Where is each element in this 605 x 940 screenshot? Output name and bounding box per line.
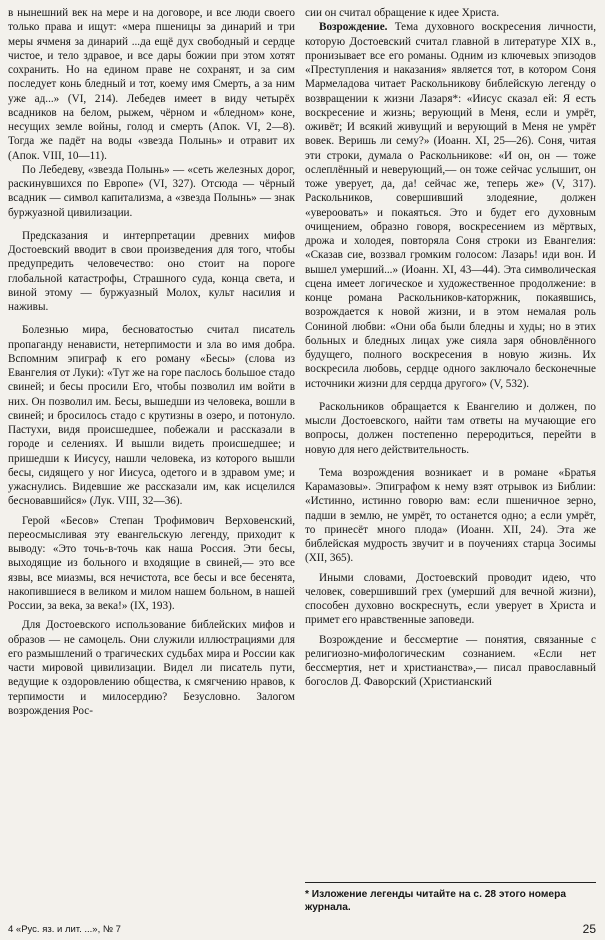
paragraph: Для Достоевского использование библейских мифов и образов — не самоцель. Они служили иллюстрациями для его размышлений о трагических судьбах мира и России как части мировой цивилизации. Видел ли писатель пути, ведущие к оздоровлению общества, к смягчению нравов, к терпимости и милосердию? Безусловно. Залогом возрождения Рос- — [8, 619, 295, 717]
page-number: 25 — [582, 922, 596, 936]
paragraph: Болезнью мира, бесноватостью считал писатель пропаганду ненависти, нетерпимости и зла во имя добра. Вспомним эпиграф к его роману «Бесы» (слова из Евангелия от Луки): «Тут же на горе паслось большое стадо свиней; и бесы просили Его, чтобы позволил им войти в них. Он позволил им. Бесы, вышедши из человека, вошли в свиней; и бросилось стадо с крутизны в озеро, и потонуло. Пастухи, видя происшедшее, побежали и рассказали в городе и селениях. И вышли видеть происшедшее; и пришедши к Иисусу, нашли человека, из которого вышли бесы, сидящего у ног Иисуса, одетого и в здравом уме; и ужаснулись. Видевшие же рассказали им, как исцелился бесновавшийся» (Лук. VIII, 32—36). — [8, 324, 295, 508]
paragraph: Тема возрождения возникает и в романе «Братья Карамазовы». Эпиграфом к нему взят отрывок из Библии: «Истинно, истинно говорю вам: если пшеничное зерно, падши в землю, не умрёт, то останется одно; а если умрёт, то принесёт много плода» (Иоанн. XII, 24). Эта же библейская мудрость звучит и в поучениях старца Зосимы (XII, 365). — [305, 466, 596, 565]
print-signature: 4 «Рус. яз. и лит. ...», № 7 — [8, 924, 121, 935]
paragraph: Предсказания и интерпретации древних мифов Достоевский вводит в свои произведения для того, чтобы предупредить человечество: оно стоит на пороге глобальной катастрофы, Страшного суда, конца света, и виной этому — буржуазный Молох, культ насилия и наживы. — [8, 229, 295, 313]
paragraph-text: Тема духовного воскресения личности, которую Достоевский считал главной в литературе XIX в., пронизывает все его романы. Одним из ключевых эпизодов «Преступления и наказания» является тот, в котором Соня Мармеладова читает Раскольникову библейскую легенду о возвращении к жизни Лазаря*: «Иисус сказал ей: Я есть воскресение и жизнь; верующий в Меня, если и умрёт, оживёт; И всякий живущий и верующий в Меня не умрёт вовек. Веришь ли сему?» (Иоанн. XI, 25—26). Соня, читая эти строки, думала о Раскольникове: «И он, он — тоже ослеплённый и неверующий,— он тоже сейчас услышит, он тоже уверует, да, да! сейчас же, теперь же» (V, 317). Раскольников, совершивший злодеяние, должен «увероовать» и покаяться. Это и будет его духовным очищением, образно говоря, воскресением из мёртвых, дрожа и холодея, повторяла Соня строки из Евангелия: «Сказав сие, воззвал громким голосом: Лазарь! иди вон. И вышел умерший...» (Иоанн. XI, 43—44). Эта символическая сцена имеет логическое и художественное продолжение: в конце романа Раскольников-каторжник, покаявшись, возрождается к новой жизни, и в этом немалая роль Сониной любви: «Они оба были бледны и худы; но в этих больных и бледных лицах уже сияла заря обновлённого будущего, полного воскресения в новую жизнь. Их воскресила любовь, сердце одного заключало бесконечные источники жизни для сердца другого» (V, 532). — [305, 21, 596, 390]
section-heading: Возрождение. — [319, 21, 388, 34]
paragraph: в нынешний век на мере и на договоре, и все люди своего только права и ищут: «мера пшеницы за динарий и три меры ячменя за динарий ...да ещё дух свободный и сердце чистое, и тело здравое, и все дары божии при этом хотят сохранить. Но на едином праве не сохранят, и за сим последует конь бледный и тот, коему имя Смерть, а за ним уже ад...» (VI, 214). Лебедев имеет в виду четырёх всадников на белом, рыжем, чёрном и «бледном» коне, несущих земле войны, голод и смерть (Апок. VI, 2—8). Тогда же падёт на воды «звезда Полынь» и отравит их (Апок. VIII, 10—11). — [8, 7, 295, 162]
footnote: * Изложение легенды читайте на с. 28 этого номера журнала. — [305, 882, 596, 914]
left-column — [8, 6, 295, 718]
paragraph: Раскольников обращается к Евангелию и должен, по мысли Достоевского, найти там ответы на мучающие его вопросы, должен постепенно переродиться, перейти в новую для него действительность. — [305, 400, 596, 456]
paragraph: Герой «Бесов» Степан Трофимович Верховенский, переосмысливая эту евангельскую легенду, приходит к выводу: «Это точь-в-точь как наша Россия. Эти бесы, выходящие из больного и входящие в свиней,— это все язвы, все миазмы, вся нечистота, все бесы и все бесенята, накопившиеся в великом и милом нашем больном, в нашей России, за века, за века!» (IX, 193). — [8, 514, 295, 612]
paragraph — [305, 20, 596, 391]
right-column — [305, 6, 596, 690]
paragraph: сии он считал обращение к идее Христа. — [305, 7, 500, 19]
paragraph: По Лебедеву, «звезда Полынь» — «сеть железных дорог, раскинувшихся по Европе» (VI, 327). Отсюда — чёрный всадник — символ капитализма, а «звезда Полынь» — знак буржуазной цивилизации. — [8, 163, 295, 219]
paragraph: Иными словами, Достоевский проводит идею, что человек, совершивший грех (умерший для вечной жизни), способен духовно воскреснуть, если уверует в Христа и примет его нравственные заповеди. — [305, 571, 596, 627]
paragraph: Возрождение и бессмертие — понятия, связанные с религиозно-мифологическим сознанием. «Если нет бессмертия, нет и христианства»,— писал православный богослов Д. Фаворский (Христианский — [305, 633, 596, 689]
